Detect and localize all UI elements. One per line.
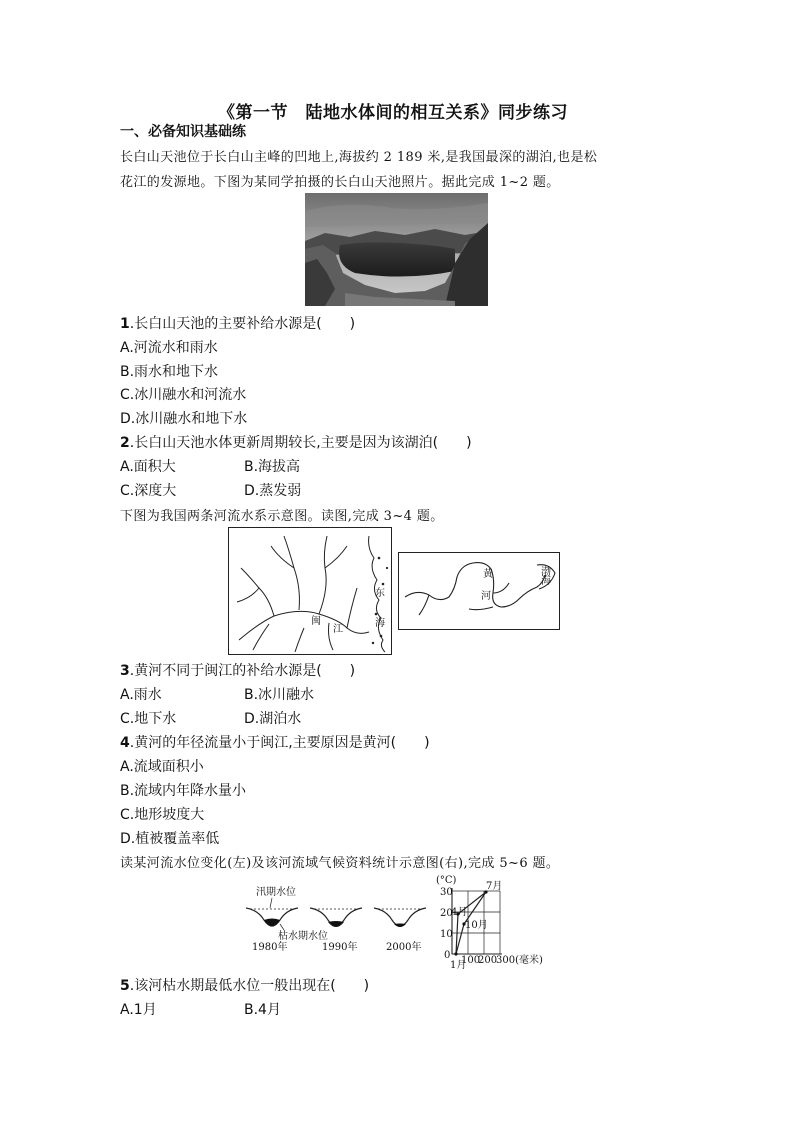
option-a[interactable]: A.1月 <box>120 1002 157 1018</box>
year-label: 1980年 <box>252 942 288 952</box>
question-4 <box>120 732 430 752</box>
option-c[interactable]: C.地形坡度大 <box>120 807 205 823</box>
y-tick: 20 <box>440 908 453 919</box>
intro-text: 下图为我国两条河流水系示意图。读图,完成 3~4 题。 <box>120 509 444 524</box>
map-label: 海 <box>375 618 385 629</box>
option-b[interactable]: B.冰川融水 <box>244 687 315 703</box>
question-number: 5 <box>120 978 130 994</box>
year-label: 2000年 <box>386 942 422 952</box>
x-tick: 200 <box>478 955 498 966</box>
question-3 <box>120 660 355 680</box>
question-text: .黄河的年径流量小于闽江,主要原因是黄河( ) <box>129 735 430 751</box>
question-text: .长白山天池的主要补给水源是( ) <box>129 316 356 332</box>
option-b[interactable]: B.雨水和地下水 <box>120 364 219 380</box>
option-b[interactable]: B.4月 <box>244 1002 281 1018</box>
option-d[interactable]: D.冰川融水和地下水 <box>120 411 248 427</box>
option-a[interactable]: A.面积大 <box>120 459 176 475</box>
flood-level-label: 汛期水位 <box>256 887 296 898</box>
option-d[interactable]: D.植被覆盖率低 <box>120 831 220 847</box>
month-label: 10月 <box>465 920 488 931</box>
map-label: 渤 <box>541 567 551 578</box>
question-1 <box>120 313 355 333</box>
question-number: 2 <box>120 435 130 451</box>
option-a[interactable]: A.流域面积小 <box>120 759 204 775</box>
question-text: .长白山天池水体更新周期较长,主要是因为该湖泊( ) <box>129 435 472 451</box>
question-number: 1 <box>120 316 130 332</box>
option-b[interactable]: B.海拔高 <box>244 459 301 475</box>
page-title: 《第一节 陆地水体间的相互关系》同步练习 <box>218 103 568 123</box>
map-label: 江 <box>333 624 343 635</box>
y-tick: 10 <box>440 929 453 940</box>
map-label: 黄 <box>483 569 493 580</box>
x-tick: 100 <box>461 955 481 966</box>
option-d[interactable]: D.湖泊水 <box>244 711 302 727</box>
option-c[interactable]: C.深度大 <box>120 483 177 499</box>
y-axis-unit: (°C) <box>436 875 457 886</box>
option-a[interactable]: A.河流水和雨水 <box>120 340 218 356</box>
option-d[interactable]: D.蒸发弱 <box>244 483 302 499</box>
map-label: 东 <box>375 588 385 599</box>
x-tick: 300(毫米) <box>496 955 543 966</box>
section-heading: 一、必备知识基础练 <box>120 124 246 140</box>
intro-text-line: 花江的发源地。下图为某同学拍摄的长白山天池照片。据此完成 1~2 题。 <box>120 175 560 190</box>
month-label: 1月 <box>450 960 467 970</box>
question-5 <box>120 975 369 995</box>
map-label: 海 <box>541 576 551 587</box>
min-river-map <box>228 527 392 655</box>
question-number: 3 <box>120 663 130 679</box>
y-tick: 0 <box>444 950 451 961</box>
option-a[interactable]: A.雨水 <box>120 687 162 703</box>
question-text: .黄河不同于闽江的补给水源是( ) <box>129 663 356 679</box>
map-label: 闽 <box>311 616 321 627</box>
intro-text-line: 长白山天池位于长白山主峰的凹地上,海拔约 2 189 米,是我国最深的湖泊,也是松 <box>120 150 598 165</box>
intro-text: 读某河流水位变化(左)及该河流域气候资料统计示意图(右),完成 5~6 题。 <box>120 856 560 871</box>
tianchi-lake-photo <box>305 193 488 306</box>
month-label: 7月 <box>486 881 503 892</box>
climate-chart <box>432 874 552 970</box>
dry-level-label: 枯水期水位 <box>278 931 328 942</box>
month-label: 4月 <box>451 907 468 918</box>
question-2 <box>120 432 472 452</box>
y-tick: 30 <box>440 887 453 898</box>
question-text: .该河枯水期最低水位一般出现在( ) <box>129 978 370 994</box>
year-label: 1990年 <box>322 942 358 952</box>
map-label: 河 <box>481 591 491 602</box>
option-c[interactable]: C.地下水 <box>120 711 177 727</box>
yellow-river-map <box>398 552 560 630</box>
option-b[interactable]: B.流域内年降水量小 <box>120 783 247 799</box>
option-c[interactable]: C.冰川融水和河流水 <box>120 387 247 403</box>
question-number: 4 <box>120 735 130 751</box>
water-level-figure <box>240 884 436 952</box>
